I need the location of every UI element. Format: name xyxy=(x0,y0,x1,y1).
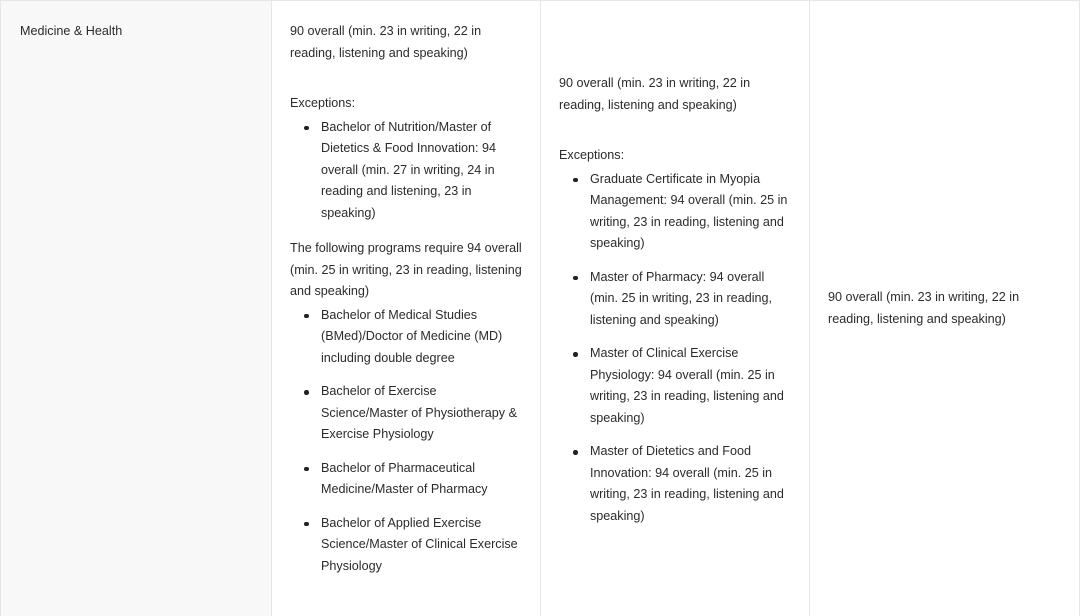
list-item: Master of Dietetics and Food Innovation: 94 overall (min. 25 in writing, 23 in reading, listening and speaking) xyxy=(590,441,795,527)
list-item: Bachelor of Nutrition/Master of Dietetics & Food Innovation: 94 overall (min. 27 in writing, 24 in reading and listening, 23 in speaking) xyxy=(321,117,524,225)
category-label: Medicine & Health xyxy=(20,24,123,38)
postgrad-default-requirement: 90 overall (min. 23 in writing, 22 in reading, listening and speaking) xyxy=(559,76,751,112)
postgrad-exceptions-list xyxy=(559,169,795,528)
list-item: Bachelor of Exercise Science/Master of Physiotherapy & Exercise Physiology xyxy=(321,381,524,446)
undergrad-programs-list xyxy=(290,305,524,578)
list-item: Master of Clinical Exercise Physiology: 94 overall (min. 25 in writing, 23 in reading, listening and speaking) xyxy=(590,343,795,429)
list-item: Graduate Certificate in Myopia Management: 94 overall (min. 25 in writing, 23 in reading, listening and speaking) xyxy=(590,169,795,255)
undergrad-programs-intro: The following programs require 94 overall (min. 25 in writing, 23 in reading, listening and speaking) xyxy=(290,241,522,298)
undergrad-exceptions-list xyxy=(290,117,524,225)
list-item: Bachelor of Pharmaceutical Medicine/Master of Pharmacy xyxy=(321,458,524,501)
undergrad-exceptions-label: Exceptions: xyxy=(290,96,356,110)
undergrad-cell xyxy=(272,1,541,616)
list-item: Master of Pharmacy: 94 overall (min. 25 in writing, 23 in reading, listening and speaking) xyxy=(590,267,795,332)
postgrad-cell xyxy=(541,1,810,616)
research-cell xyxy=(810,1,1079,616)
postgrad-exceptions-label: Exceptions: xyxy=(559,148,625,162)
category-cell xyxy=(1,1,272,616)
list-item: Bachelor of Applied Exercise Science/Master of Clinical Exercise Physiology xyxy=(321,513,524,578)
undergrad-default-requirement: 90 overall (min. 23 in writing, 22 in reading, listening and speaking) xyxy=(290,24,482,60)
list-item: Bachelor of Medical Studies (BMed)/Doctor of Medicine (MD) including double degree xyxy=(321,305,524,370)
research-default-requirement: 90 overall (min. 23 in writing, 22 in reading, listening and speaking) xyxy=(828,290,1020,326)
